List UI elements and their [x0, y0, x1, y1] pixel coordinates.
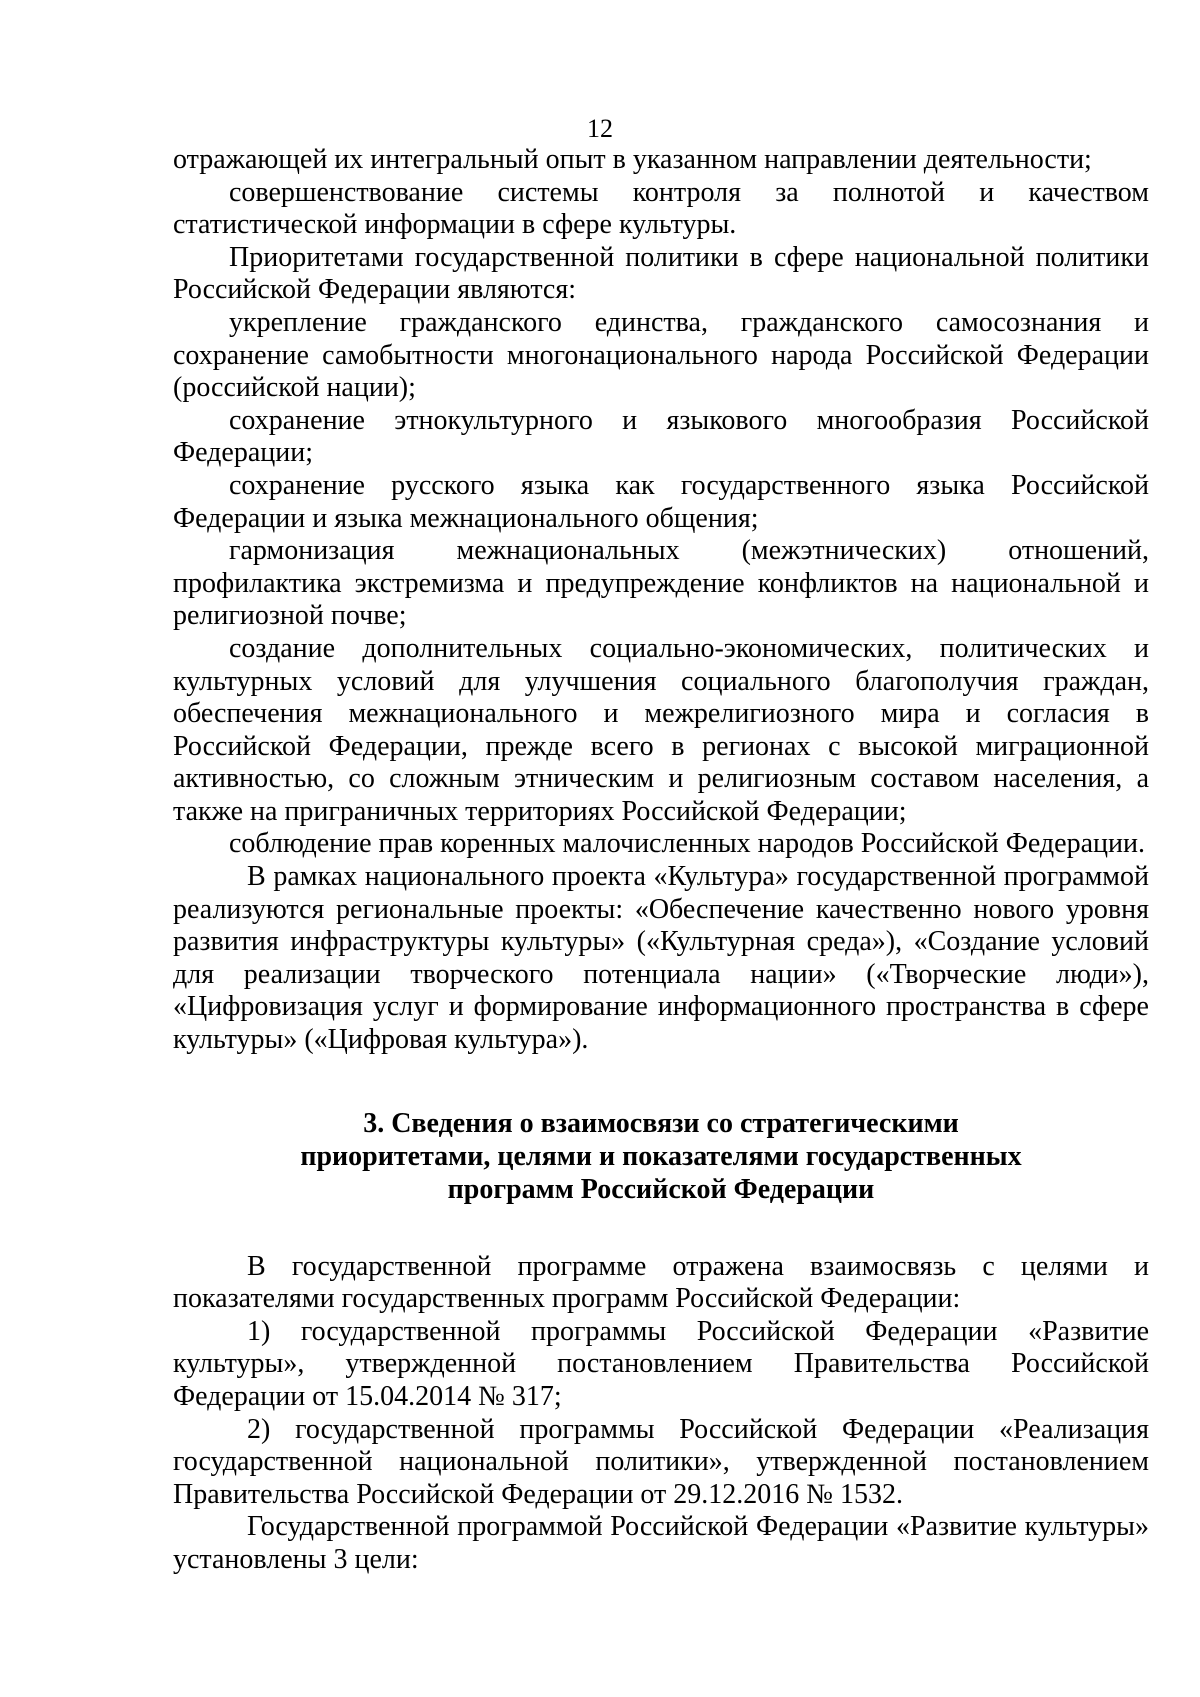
paragraph: гармонизация межнациональных (межэтнических) отношений, профилактика экстремизма и предупреждение конфликтов на национальной и религиозной почве; — [173, 535, 1149, 632]
paragraph: 1) государственной программы Российской Федерации «Развитие культуры», утвержденной постановлением Правительства Российской Федерации от 15.04.2014 № 317; — [173, 1315, 1149, 1412]
paragraphs-top — [173, 144, 1149, 1057]
paragraph: Приоритетами государственной политики в сфере национальной политики Российской Федерации являются: — [173, 241, 1149, 306]
paragraph: сохранение русского языка как государственного языка Российской Федерации и языка межнационального общения; — [173, 469, 1149, 534]
paragraphs-bottom — [173, 1251, 1149, 1577]
paragraph: 2) государственной программы Российской Федерации «Реализация государственной национальной политики», утвержденной постановлением Правительства Российской Федерации от 29.12.2016 № 1532. — [173, 1413, 1149, 1510]
section-heading-line: программ Российской Федерации — [447, 1173, 875, 1205]
paragraph: укрепление гражданского единства, гражданского самосознания и сохранение самобытности многонационального народа Российской Федерации (российской нации); — [173, 306, 1149, 404]
paragraph: соблюдение прав коренных малочисленных народов Российской Федерации. — [229, 828, 1145, 860]
section-heading — [173, 1107, 1149, 1206]
paragraph: В государственной программе отражена взаимосвязь с целями и показателями государственных программ Российской Федерации: — [173, 1250, 1149, 1315]
document-body — [173, 144, 1149, 1577]
paragraph: создание дополнительных социально-экономических, политических и культурных условий для улучшения социального благополучия граждан, обеспечения межнационального и межрелигиозного мира и согласия в Российской Федерации, прежде всего в регионах с высокой миграционной активностью, со сложным этническим и религиозным составом населения, а также на приграничных территориях Российской Федерации; — [173, 632, 1149, 827]
paragraph: В рамках национального проекта «Культура» государственной программой реализуются региональные проекты: «Обеспечение качественно нового уровня развития инфраструктуры культуры» («Культурная среда»), «Создание условий для реализации творческого потенциала нации» («Творческие люди»), «Цифровизация услуг и формирование информационного пространства в сфере культуры» («Цифровая культура»). — [173, 861, 1149, 1056]
paragraph: отражающей их интегральный опыт в указанном направлении деятельности; — [173, 144, 1092, 175]
section-heading-line: приоритетами, целями и показателями государственных — [300, 1140, 1022, 1172]
paragraph: совершенствование системы контроля за полнотой и качеством статистической информации в сфере культуры. — [173, 176, 1149, 241]
paragraph: сохранение этнокультурного и языкового многообразия Российской Федерации; — [173, 404, 1149, 469]
paragraph: Государственной программой Российской Федерации «Развитие культуры» установлены 3 цели: — [173, 1511, 1149, 1575]
section-heading-line: 3. Сведения о взаимосвязи со стратегическими — [363, 1107, 959, 1139]
page-number: 12 — [587, 114, 613, 143]
